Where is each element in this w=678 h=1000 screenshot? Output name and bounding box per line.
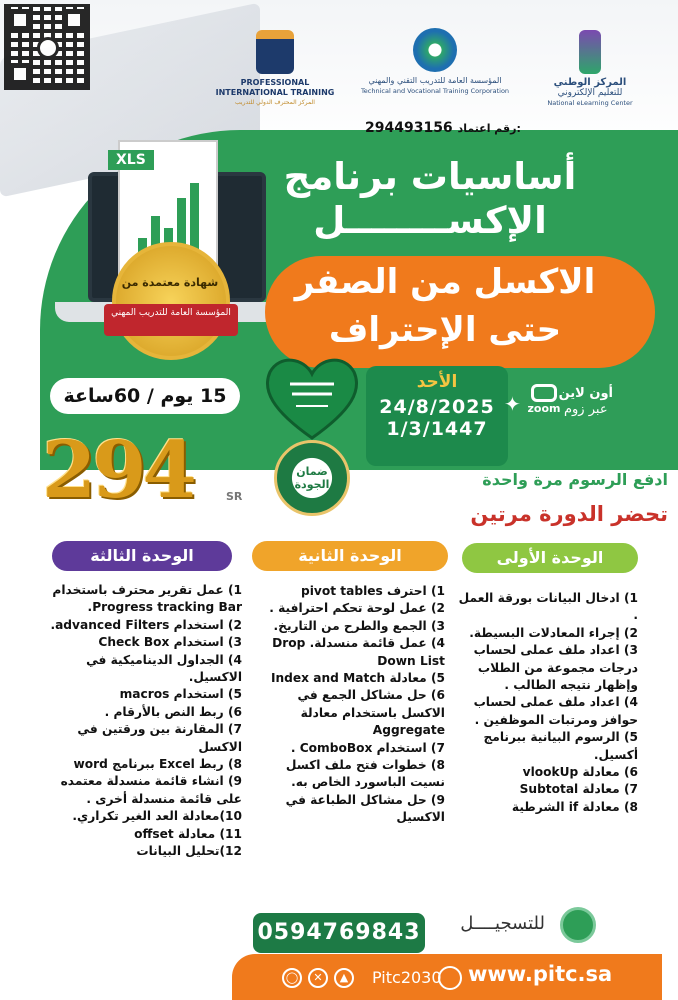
- unit-2-list: [253, 583, 445, 827]
- subtitle-line2: حتى الإحتراف: [328, 310, 562, 350]
- unit-3-title: الوحدة الثالثة: [52, 541, 232, 571]
- list-item: 3) استخدام Check Box: [98, 635, 242, 650]
- pit-logo-line3: المركز المحترف الدولي للتدريب: [235, 99, 315, 106]
- list-item: 2) عمل لوحة تحكم احترافية .: [269, 601, 445, 616]
- list-item: 9) حل مشاكل الطباعة في الاكسيل: [285, 792, 445, 825]
- list-item: 12)تحليل البيانات: [136, 844, 242, 859]
- price-value: 294: [42, 425, 193, 516]
- qr-code[interactable]: [4, 4, 90, 90]
- nelc-name-ar1: المركز الوطني: [553, 77, 627, 88]
- list-item: 3) اعداد ملف عملى لحساب درجات مجموعة من الطلاب وإظهار نتيجه الطالب .: [473, 643, 638, 693]
- register-icon: [560, 907, 596, 943]
- list-item: 9) انشاء قائمة منسدلة معتمده على قائمة منسدلة أخرى .: [60, 774, 242, 806]
- brand-mark-icon: ✦: [504, 392, 521, 416]
- globe-icon: [438, 966, 462, 990]
- date-box: [366, 366, 508, 466]
- subtitle-line1: الاكسل من الصفر: [294, 262, 596, 302]
- payment-line1: ادفع الرسوم مرة واحدة: [482, 470, 668, 489]
- accreditation-label: رقم اعتماد:: [457, 122, 521, 135]
- unit-2-title: الوحدة الثانية: [252, 541, 448, 571]
- list-item: 8) معادلة if الشرطية: [511, 799, 638, 814]
- nelc-name-en: National eLearning Center: [547, 99, 633, 107]
- register-label: للتسجيــــل: [460, 913, 545, 934]
- course-title-line2: الإكســــــــل: [313, 199, 547, 242]
- quality-line2: الجودة: [294, 478, 330, 491]
- social-handle[interactable]: Pitc2030: [372, 968, 442, 987]
- list-item: 4) عمل قائمة منسدلة. Drop Down List: [272, 636, 445, 668]
- snapchat-icon[interactable]: ▲: [334, 968, 354, 988]
- list-item: 5) الرسوم البيانية ببرنامج أكسيل.: [483, 730, 638, 762]
- course-subtitle: [265, 258, 625, 354]
- certificate-seal-icon: [112, 242, 230, 360]
- list-item: 7) معادلة Subtotal: [519, 782, 638, 797]
- nelc-logo: [540, 30, 640, 108]
- date-hijri: 1/3/1447: [386, 418, 488, 440]
- list-item: 10)معادلة العد الغير تكراري.: [72, 809, 242, 824]
- list-item: 6) ربط النص بالأرقام .: [104, 704, 242, 719]
- list-item: 11) معادلة offset: [134, 826, 242, 841]
- zoom-label: zoom: [527, 402, 561, 415]
- accreditation: [365, 120, 521, 136]
- quality-line1: ضمان: [296, 465, 328, 478]
- online-line1: أون لاين: [558, 386, 613, 401]
- tvtc-emblem-icon: [413, 28, 457, 72]
- pit-crest-icon: [256, 30, 294, 74]
- list-item: 3) الجمع والطرح من التاريخ.: [273, 618, 445, 633]
- list-item: 6) معادلة vlookUp: [522, 765, 638, 780]
- list-item: 2) استخدام advanced Filters.: [50, 617, 242, 632]
- list-item: 5) معادلة Index and Match: [270, 671, 445, 686]
- course-day: الأحد: [416, 372, 458, 392]
- pit-logo-line2: INTERNATIONAL TRAINING: [215, 88, 335, 97]
- seal-ribbon: المؤسسة العامة للتدريب المهني: [104, 304, 238, 336]
- whatsapp-icon: [37, 37, 59, 59]
- phone-number[interactable]: 0594769843: [253, 913, 425, 953]
- list-item: 7) استخدام ComboBox .: [290, 740, 445, 755]
- xls-badge: XLS: [108, 150, 154, 170]
- list-item: 2) إجراء المعادلات البسيطة.: [469, 625, 638, 640]
- unit-3-list: [48, 582, 242, 861]
- list-item: 8) خطوات فتح ملف اكسل نسيت الباسورد الخاص به.: [285, 758, 445, 790]
- payment-line2: تحضر الدورة مرتين: [470, 502, 668, 526]
- quality-seal: [274, 440, 350, 516]
- list-item: 1) احترف pivot tables: [301, 584, 445, 598]
- pit-logo: [215, 30, 335, 108]
- pit-logo-line1: PROFESSIONAL: [240, 78, 310, 87]
- website-link[interactable]: www.pitc.sa: [468, 962, 613, 986]
- zoom-icon: [523, 384, 565, 418]
- course-title-line1: أساسيات برنامج: [283, 155, 577, 198]
- online-line2: عبر زوم: [563, 402, 608, 417]
- saudi-flag-heart-icon: [262, 352, 362, 442]
- unit-1-list: [452, 590, 638, 816]
- tvtc-name-ar: المؤسسة العامة للتدريب التقني والمهني: [368, 76, 502, 85]
- list-item: 5) استخدام macros: [119, 687, 242, 702]
- price-currency: SR: [226, 490, 243, 503]
- list-item: 6) حل مشاكل الجمع في الاكسل باستخدام معادلة Aggregate: [297, 688, 445, 738]
- accreditation-number: 294493156: [365, 120, 453, 136]
- date-gregorian: 24/8/2025: [379, 396, 495, 418]
- list-item: 8) ربط Excel ببرنامج word: [73, 757, 242, 772]
- nelc-emblem-icon: [579, 30, 601, 74]
- tvtc-logo: [360, 28, 510, 96]
- list-item: 1) ادخال البيانات بورقة العمل .: [458, 591, 638, 623]
- unit-1-title: الوحدة الأولى: [462, 543, 638, 573]
- instagram-icon[interactable]: ◯: [282, 968, 302, 988]
- list-item: 4) اعداد ملف عملى لحساب حوافز ومرتبات الموظفين .: [473, 695, 638, 727]
- list-item: 1) عمل تقرير محترف باستخدام Progress tracking Bar.: [52, 583, 242, 615]
- list-item: 4) الجداول الديناميكية في الاكسيل.: [86, 652, 242, 685]
- course-title: [280, 155, 580, 243]
- seal-top-text: شهادة معتمدة من: [121, 276, 219, 289]
- list-item: 7) المقارنة بين ورقتين في الاكسل: [77, 722, 242, 754]
- register-button[interactable]: [450, 905, 600, 945]
- tvtc-name-en: Technical and Vocational Training Corporation: [360, 87, 510, 95]
- nelc-name-ar2: للتعليم الإلكتروني: [557, 88, 623, 98]
- duration-badge: 15 يوم / 60ساعة: [50, 378, 240, 414]
- x-icon[interactable]: ✕: [308, 968, 328, 988]
